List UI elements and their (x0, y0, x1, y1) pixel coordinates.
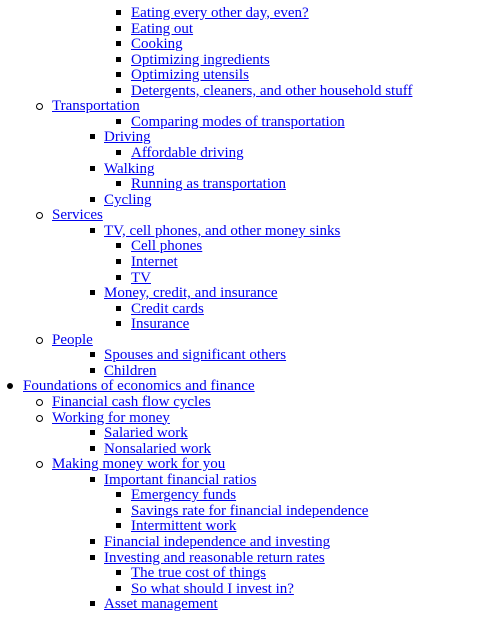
toc-link[interactable]: Optimizing ingredients (131, 51, 270, 68)
toc-link[interactable]: Working for money (52, 409, 170, 426)
disc-bullet-icon (7, 383, 13, 389)
toc-link[interactable]: Optimizing utensils (131, 67, 249, 84)
toc-link[interactable]: Emergency funds (131, 487, 237, 504)
circle-bullet-icon (36, 103, 43, 110)
square-bullet-icon (116, 26, 121, 31)
square-bullet-icon (90, 539, 95, 544)
toc-link[interactable]: Eating out (131, 20, 194, 37)
square-bullet-icon (116, 306, 121, 311)
toc-link[interactable]: Important financial ratios (104, 471, 257, 488)
toc-link[interactable]: Spouses and significant others (104, 347, 287, 364)
square-bullet-icon (116, 275, 121, 280)
circle-bullet-icon (36, 337, 43, 344)
square-bullet-icon (116, 321, 121, 326)
square-bullet-icon (116, 492, 121, 497)
square-bullet-icon (90, 134, 95, 139)
square-bullet-icon (116, 570, 121, 575)
toc-link[interactable]: Asset management (104, 596, 218, 613)
toc-link[interactable]: Nonsalaried work (104, 440, 212, 457)
square-bullet-icon (116, 72, 121, 77)
toc-link[interactable]: Affordable driving (131, 145, 244, 162)
toc-link[interactable]: Walking (104, 160, 155, 177)
toc-link[interactable]: So what should I invest in? (131, 580, 294, 597)
toc-link[interactable]: Insurance (131, 316, 190, 333)
toc-link[interactable]: Comparing modes of transportation (131, 113, 345, 130)
square-bullet-icon (90, 555, 95, 560)
toc-link[interactable]: Savings rate for financial independence (131, 502, 369, 519)
toc-link[interactable]: Financial independence and investing (104, 534, 331, 551)
toc-link[interactable]: Intermittent work (131, 518, 237, 535)
toc-link[interactable]: Cooking (131, 36, 183, 53)
toc-link[interactable]: Driving (104, 129, 151, 146)
circle-bullet-icon (36, 461, 43, 468)
square-bullet-icon (90, 368, 95, 373)
square-bullet-icon (90, 228, 95, 233)
toc-link[interactable]: Transportation (52, 98, 140, 115)
toc-link[interactable]: Money, credit, and insurance (104, 285, 278, 302)
toc-link[interactable]: Salaried work (104, 425, 188, 442)
square-bullet-icon (90, 430, 95, 435)
square-bullet-icon (90, 352, 95, 357)
square-bullet-icon (116, 243, 121, 248)
square-bullet-icon (116, 586, 121, 591)
toc-link[interactable]: Eating every other day, even? (131, 5, 309, 21)
circle-bullet-icon (36, 415, 43, 422)
square-bullet-icon (116, 150, 121, 155)
square-bullet-icon (90, 197, 95, 202)
toc-link[interactable]: Running as transportation (131, 176, 286, 193)
toc-link[interactable]: Financial cash flow cycles (52, 394, 211, 410)
toc-link[interactable]: Detergents, cleaners, and other household stuff (131, 82, 413, 99)
toc-link[interactable]: The true cost of things (131, 565, 266, 582)
toc-link[interactable]: TV, cell phones, and other money sinks (104, 222, 341, 239)
square-bullet-icon (116, 508, 121, 513)
square-bullet-icon (116, 10, 121, 15)
square-bullet-icon (116, 523, 121, 528)
toc-link[interactable]: Making money work for you (52, 456, 226, 473)
square-bullet-icon (90, 601, 95, 606)
square-bullet-icon (116, 119, 121, 124)
toc-link[interactable]: Cell phones (131, 238, 203, 255)
square-bullet-icon (90, 477, 95, 482)
toc-link[interactable]: Investing and reasonable return rates (104, 549, 325, 566)
square-bullet-icon (116, 259, 121, 264)
toc-link[interactable]: Foundations of economics and finance (23, 378, 255, 395)
square-bullet-icon (90, 290, 95, 295)
square-bullet-icon (90, 446, 95, 451)
square-bullet-icon (116, 57, 121, 62)
square-bullet-icon (116, 88, 121, 93)
square-bullet-icon (90, 166, 95, 171)
toc-link[interactable]: Credit cards (131, 300, 204, 317)
toc-link[interactable]: Cycling (104, 191, 152, 208)
toc-link[interactable]: People (52, 331, 93, 348)
toc-link[interactable]: TV (131, 269, 151, 286)
toc-link[interactable]: Internet (131, 253, 178, 270)
toc-link[interactable]: Children (104, 362, 157, 379)
circle-bullet-icon (36, 212, 43, 219)
square-bullet-icon (116, 41, 121, 46)
toc-link[interactable]: Services (52, 207, 103, 224)
circle-bullet-icon (36, 399, 43, 406)
square-bullet-icon (116, 181, 121, 186)
